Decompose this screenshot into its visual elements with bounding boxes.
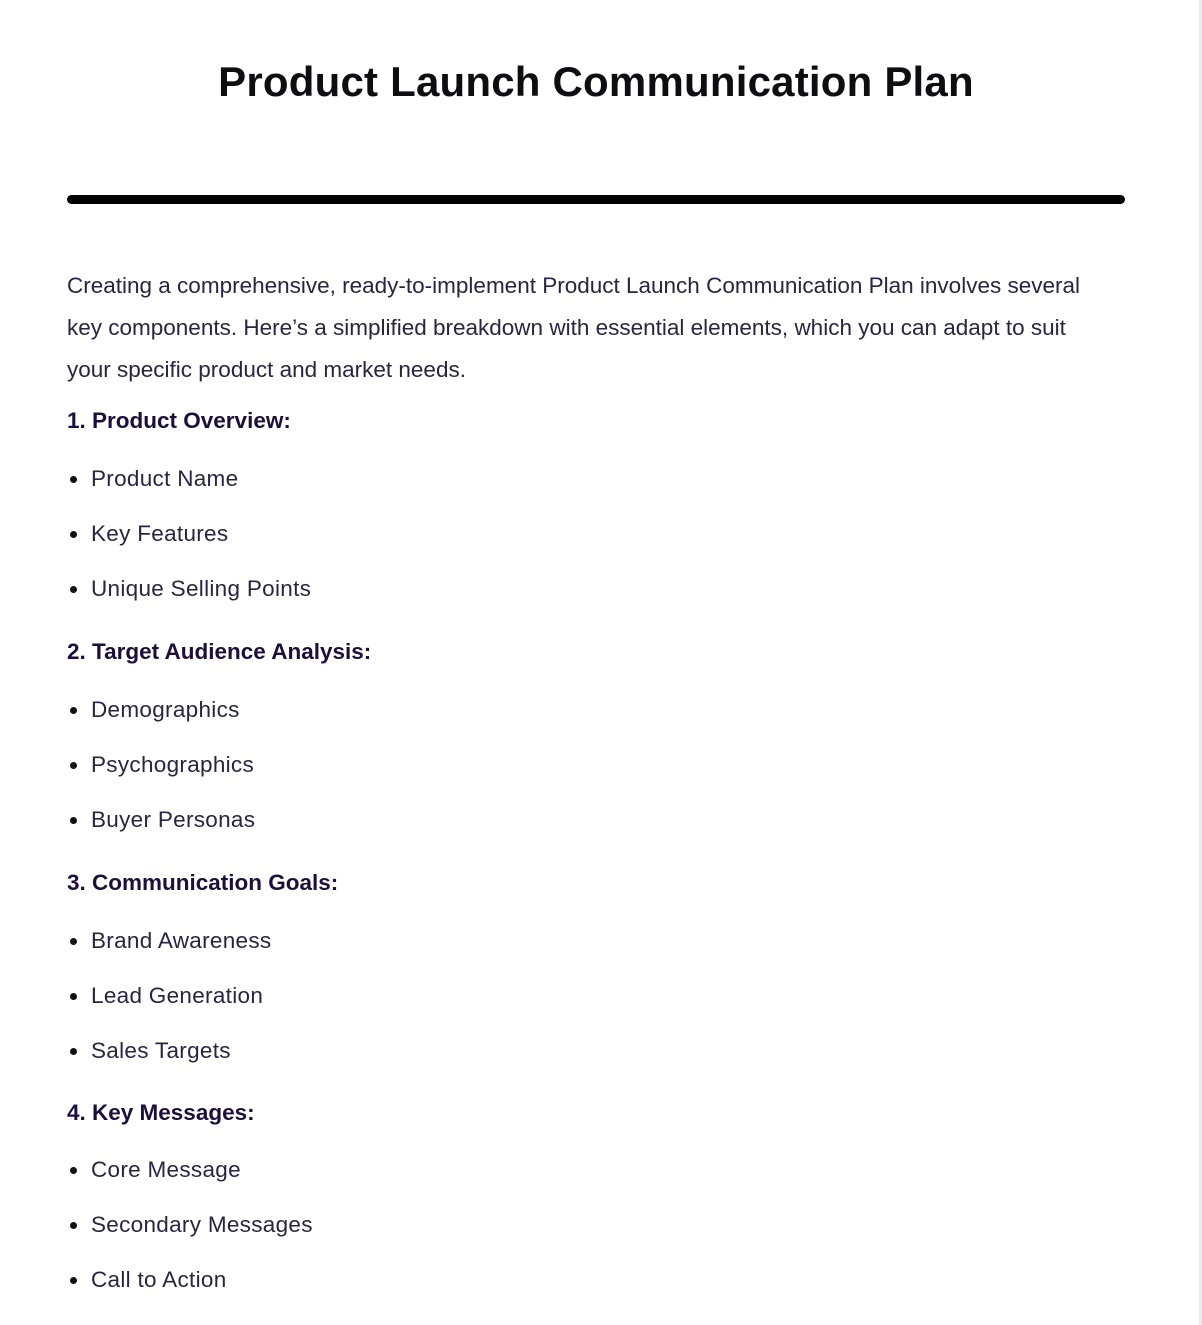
list-item: Brand Awareness <box>67 926 1125 981</box>
bullet-list <box>67 1155 1125 1320</box>
list-item: Key Features <box>67 519 1125 574</box>
section-heading: 4. Key Messages: <box>67 1100 255 1125</box>
list-item: Lead Generation <box>67 981 1125 1036</box>
bullet-icon <box>70 1277 77 1284</box>
bullet-icon <box>70 531 77 538</box>
list-item: Buyer Personas <box>67 805 1125 860</box>
list-item: Sales Targets <box>67 1036 1125 1091</box>
bullet-icon <box>70 817 77 824</box>
section-target-audience <box>67 636 1125 860</box>
section-product-overview <box>67 405 1125 629</box>
bullet-icon <box>70 707 77 714</box>
bullet-icon <box>70 1048 77 1055</box>
page-title: Product Launch Communication Plan <box>218 58 974 105</box>
list-item: Call to Action <box>67 1265 1125 1320</box>
bullet-icon <box>70 762 77 769</box>
section-heading: 1. Product Overview: <box>67 408 291 433</box>
bullet-icon <box>70 1222 77 1229</box>
title-divider <box>67 195 1125 204</box>
list-item: Product Name <box>67 464 1125 519</box>
section-heading: 3. Communication Goals: <box>67 870 339 895</box>
list-item: Demographics <box>67 695 1125 750</box>
section-communication-goals <box>67 867 1125 1091</box>
bullet-icon <box>70 938 77 945</box>
bullet-list <box>67 926 1125 1091</box>
bullet-list <box>67 464 1125 629</box>
list-item: Unique Selling Points <box>67 574 1125 629</box>
bullet-icon <box>70 993 77 1000</box>
list-item: Psychographics <box>67 750 1125 805</box>
intro-paragraph: Creating a comprehensive, ready-to-implement Product Launch Communication Plan involves several key components. Here’s a simplified breakdown with essential elements, which you can adapt to suit your specific product and market needs. <box>67 273 1080 382</box>
list-item: Core Message <box>67 1155 1125 1210</box>
bullet-icon <box>70 476 77 483</box>
list-item: Secondary Messages <box>67 1210 1125 1265</box>
bullet-icon <box>70 1167 77 1174</box>
section-key-messages <box>67 1097 1125 1320</box>
bullet-icon <box>70 586 77 593</box>
section-heading: 2. Target Audience Analysis: <box>67 639 372 664</box>
bullet-list <box>67 695 1125 860</box>
